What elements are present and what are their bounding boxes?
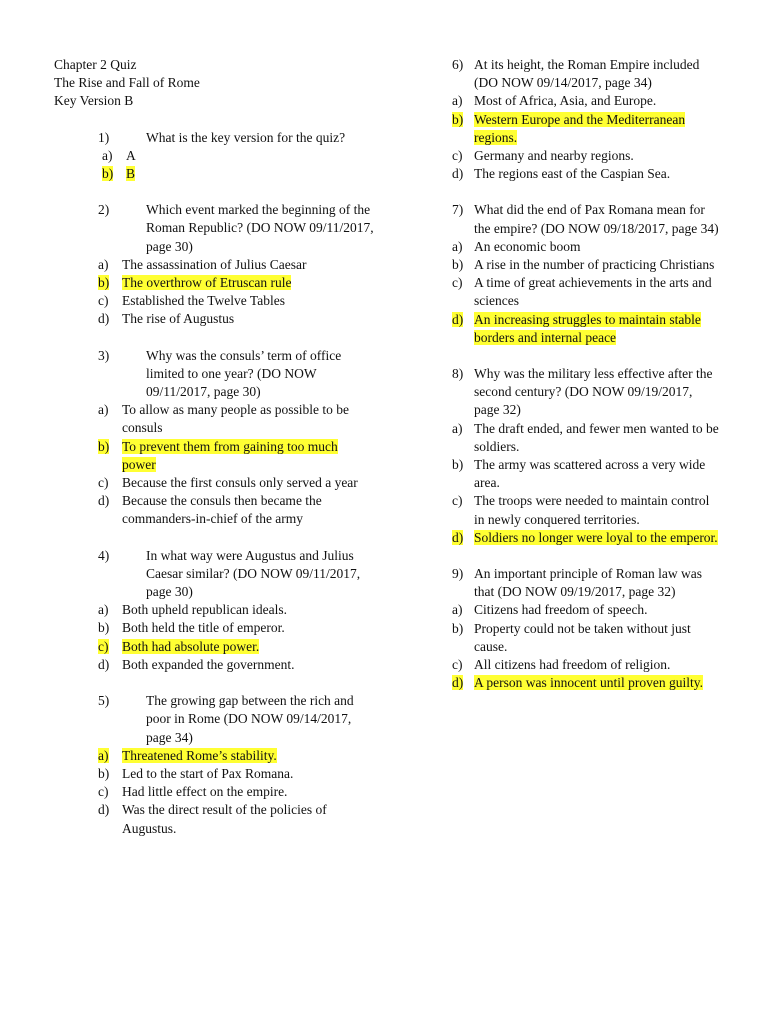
option-text <box>474 165 720 183</box>
question-block <box>54 201 374 328</box>
question-text: An important principle of Roman law was that (DO NOW 09/19/2017, page 32) <box>474 566 702 600</box>
answer-option <box>452 492 720 528</box>
option-text <box>474 601 720 619</box>
answer-option <box>54 310 374 328</box>
option-text <box>122 310 374 328</box>
option-answer-text: To prevent them from gaining too much power <box>122 438 338 472</box>
option-letter <box>54 801 122 837</box>
option-letter <box>54 747 122 765</box>
option-letter-text: a) <box>98 256 109 272</box>
question-text: What did the end of Pax Romana mean for the empire? (DO NOW 09/18/2017, page 34) <box>474 202 719 236</box>
option-letter-text: b) <box>98 275 110 291</box>
question-block <box>452 201 720 347</box>
option-letter <box>54 765 122 783</box>
option-letter-text: a) <box>452 238 463 254</box>
option-letter <box>452 492 474 528</box>
option-letter-text: c) <box>98 638 109 654</box>
answer-option <box>54 765 374 783</box>
option-answer-text: Both upheld republican ideals. <box>122 602 287 618</box>
option-text <box>474 420 720 456</box>
option-letter <box>452 456 474 492</box>
question-block <box>452 565 720 692</box>
option-answer-text: Citizens had freedom of speech. <box>474 602 648 618</box>
option-answer-text: Most of Africa, Asia, and Europe. <box>474 93 657 109</box>
question-number: 2) <box>98 202 110 218</box>
answer-option <box>452 456 720 492</box>
question-line <box>452 56 720 92</box>
option-letter <box>452 274 474 310</box>
question-number: 8) <box>452 366 464 382</box>
answer-option <box>54 801 374 837</box>
question-text: The growing gap between the rich and poor in Rome (DO NOW 09/14/2017, page 34) <box>146 693 354 745</box>
option-letter <box>452 147 474 165</box>
correct-answer-option <box>54 638 374 656</box>
question-line <box>452 365 720 420</box>
option-letter-text: c) <box>452 275 463 291</box>
correct-answer-option <box>452 529 720 547</box>
option-letter <box>452 92 474 110</box>
option-answer-text: Because the first consuls only served a year <box>122 475 358 491</box>
question-line <box>54 547 374 602</box>
option-letter <box>54 783 122 801</box>
option-answer-text: Germany and nearby regions. <box>474 148 634 164</box>
answer-option <box>54 401 374 437</box>
option-letter-text: a) <box>98 747 109 763</box>
option-answer-text: Led to the start of Pax Romana. <box>122 765 294 781</box>
option-letter <box>54 256 122 274</box>
option-text <box>122 601 374 619</box>
option-answer-text: The army was scattered across a very wide area. <box>474 457 706 491</box>
option-text <box>474 456 720 492</box>
option-letter-text: b) <box>98 438 110 454</box>
question-text: What is the key version for the quiz? <box>146 129 346 145</box>
question-block <box>54 129 374 184</box>
option-text <box>474 620 720 656</box>
answer-option <box>452 238 720 256</box>
option-text <box>126 165 374 183</box>
question-line <box>452 201 720 237</box>
option-letter-text: c) <box>98 293 109 309</box>
correct-answer-option <box>452 674 720 692</box>
option-text <box>474 147 720 165</box>
option-text <box>122 256 374 274</box>
option-text <box>474 529 720 547</box>
option-letter-text: a) <box>452 420 463 436</box>
option-text <box>122 765 374 783</box>
option-letter-text: c) <box>98 475 109 491</box>
option-letter <box>452 620 474 656</box>
question-number: 5) <box>98 693 110 709</box>
option-answer-text: Soldiers no longer were loyal to the emperor. <box>474 529 718 545</box>
option-text <box>122 656 374 674</box>
option-letter-text: b) <box>452 111 464 127</box>
answer-option <box>54 292 374 310</box>
answer-option <box>54 492 374 528</box>
option-text <box>122 274 374 292</box>
correct-answer-option <box>54 274 374 292</box>
option-letter <box>54 401 122 437</box>
answer-option <box>452 256 720 274</box>
question-number: 7) <box>452 202 464 218</box>
option-letter <box>54 147 126 165</box>
answer-option <box>452 147 720 165</box>
answer-option <box>452 420 720 456</box>
option-letter-text: b) <box>452 257 464 273</box>
option-letter-text: a) <box>452 602 463 618</box>
question-line <box>54 347 374 402</box>
question-block <box>452 365 720 547</box>
option-letter <box>54 310 122 328</box>
correct-answer-option <box>54 438 374 474</box>
question-block <box>54 692 374 838</box>
question-text: At its height, the Roman Empire included (DO NOW 09/14/2017, page 34) <box>474 57 700 91</box>
key-version-label: Key Version B <box>54 93 134 109</box>
option-letter-text: d) <box>452 529 464 545</box>
correct-answer-option <box>54 747 374 765</box>
option-letter <box>452 311 474 347</box>
option-text <box>122 638 374 656</box>
option-letter-text: b) <box>98 620 110 636</box>
option-answer-text: Was the direct result of the policies of Augustus. <box>122 802 327 836</box>
option-letter <box>54 619 122 637</box>
option-letter <box>452 601 474 619</box>
option-text <box>474 256 720 274</box>
option-letter-text: d) <box>452 675 464 691</box>
option-letter <box>54 474 122 492</box>
option-answer-text: To allow as many people as possible to be consuls <box>122 402 350 436</box>
answer-option <box>452 656 720 674</box>
answer-option <box>54 656 374 674</box>
correct-answer-option <box>452 111 720 147</box>
answer-option <box>54 601 374 619</box>
option-answer-text: The troops were needed to maintain control in newly conquered territories. <box>474 493 710 527</box>
option-letter <box>452 420 474 456</box>
correct-answer-option <box>54 165 374 183</box>
option-letter-text: d) <box>98 656 110 672</box>
option-answer-text: The regions east of the Caspian Sea. <box>474 166 671 182</box>
option-letter-text: d) <box>452 311 464 327</box>
option-letter <box>54 492 122 528</box>
option-answer-text: All citizens had freedom of religion. <box>474 657 671 673</box>
option-letter-text: d) <box>98 311 110 327</box>
option-letter <box>54 165 126 183</box>
option-letter-text: c) <box>98 784 109 800</box>
option-text <box>122 492 374 528</box>
option-letter <box>452 111 474 147</box>
option-answer-text: An economic boom <box>474 238 581 254</box>
option-answer-text: Because the consuls then became the commanders-in-chief of the army <box>122 493 322 527</box>
option-answer-text: The overthrow of Etruscan rule <box>122 275 292 291</box>
option-answer-text: A person was innocent until proven guilty. <box>474 675 703 691</box>
option-letter <box>54 601 122 619</box>
option-answer-text: A rise in the number of practicing Christians <box>474 257 715 273</box>
right-column <box>452 56 720 711</box>
option-text <box>474 111 720 147</box>
right-question-list <box>452 56 720 693</box>
option-text <box>122 438 374 474</box>
question-line <box>54 692 374 747</box>
option-text <box>474 674 720 692</box>
option-answer-text: The rise of Augustus <box>122 311 235 327</box>
option-letter <box>452 529 474 547</box>
option-letter-text: d) <box>98 802 110 818</box>
option-letter-text: a) <box>98 402 109 418</box>
option-answer-text: Had little effect on the empire. <box>122 784 288 800</box>
option-letter-text: c) <box>452 148 463 164</box>
option-answer-text: A time of great achievements in the arts and sciences <box>474 275 712 309</box>
option-letter-text: d) <box>452 166 464 182</box>
option-letter <box>452 256 474 274</box>
option-answer-text: Established the Twelve Tables <box>122 293 285 309</box>
correct-answer-option <box>452 311 720 347</box>
option-text <box>122 747 374 765</box>
option-text <box>474 274 720 310</box>
question-number: 6) <box>452 57 464 72</box>
option-text <box>126 147 374 165</box>
option-answer-text: B <box>126 166 136 182</box>
option-text <box>474 311 720 347</box>
answer-option <box>452 601 720 619</box>
option-answer-text: Both expanded the government. <box>122 656 295 672</box>
question-number: 9) <box>452 566 464 582</box>
option-answer-text: An increasing struggles to maintain stable borders and internal peace <box>474 311 701 345</box>
option-letter <box>452 238 474 256</box>
option-letter-text: a) <box>102 147 113 163</box>
option-letter-text: b) <box>452 620 464 636</box>
option-letter <box>54 656 122 674</box>
question-line <box>54 201 374 256</box>
option-letter <box>54 274 122 292</box>
question-number: 4) <box>98 547 110 563</box>
answer-option <box>452 274 720 310</box>
answer-option <box>452 165 720 183</box>
option-answer-text: Threatened Rome’s stability. <box>122 747 277 763</box>
option-letter <box>452 656 474 674</box>
option-answer-text: A <box>126 147 136 163</box>
option-letter <box>54 438 122 474</box>
question-text: Which event marked the beginning of the Roman Republic? (DO NOW 09/11/2017, page 30) <box>146 202 374 254</box>
option-letter-text: b) <box>98 765 110 781</box>
left-question-list <box>54 129 374 838</box>
option-answer-text: The assassination of Julius Caesar <box>122 256 307 272</box>
option-letter-text: b) <box>102 166 114 182</box>
option-answer-text: Property could not be taken without just cause. <box>474 620 691 654</box>
question-number: 1) <box>98 129 110 145</box>
option-text <box>122 292 374 310</box>
quiz-chapter-title: Chapter 2 Quiz <box>54 57 137 72</box>
option-letter-text: a) <box>98 602 109 618</box>
answer-option <box>54 147 374 165</box>
answer-option <box>54 256 374 274</box>
question-block <box>54 347 374 529</box>
question-block <box>452 56 720 183</box>
answer-option <box>54 619 374 637</box>
option-text <box>474 238 720 256</box>
answer-option <box>452 620 720 656</box>
option-letter <box>54 292 122 310</box>
option-letter <box>54 638 122 656</box>
option-answer-text: Both held the title of emperor. <box>122 620 285 636</box>
option-letter <box>452 165 474 183</box>
option-answer-text: Western Europe and the Mediterranean regions. <box>474 111 686 145</box>
answer-option <box>452 92 720 110</box>
answer-option <box>54 783 374 801</box>
option-answer-text: Both had absolute power. <box>122 638 260 654</box>
question-number: 3) <box>98 347 110 363</box>
question-block <box>54 547 374 674</box>
option-letter-text: b) <box>452 457 464 473</box>
question-text: Why was the consuls’ term of office limited to one year? (DO NOW 09/11/2017, page 30) <box>146 347 342 400</box>
option-letter-text: a) <box>452 93 463 109</box>
option-letter-text: c) <box>452 657 463 673</box>
option-text <box>122 783 374 801</box>
option-text <box>474 656 720 674</box>
answer-option <box>54 474 374 492</box>
quiz-subtitle: The Rise and Fall of Rome <box>54 75 200 91</box>
question-text: Why was the military less effective after the second century? (DO NOW 09/19/2017, page 32) <box>474 366 713 418</box>
option-text <box>474 92 720 110</box>
option-answer-text: The draft ended, and fewer men wanted to be soldiers. <box>474 420 719 454</box>
option-text <box>122 401 374 437</box>
option-letter <box>452 674 474 692</box>
option-letter-text: c) <box>452 493 463 509</box>
option-text <box>122 801 374 837</box>
question-line <box>54 129 374 147</box>
option-text <box>474 492 720 528</box>
question-line <box>452 565 720 601</box>
question-text: In what way were Augustus and Julius Caesar similar? (DO NOW 09/11/2017, page 30) <box>146 547 361 600</box>
option-text <box>122 474 374 492</box>
option-text <box>122 619 374 637</box>
option-letter-text: d) <box>98 493 110 509</box>
left-column <box>54 56 374 856</box>
